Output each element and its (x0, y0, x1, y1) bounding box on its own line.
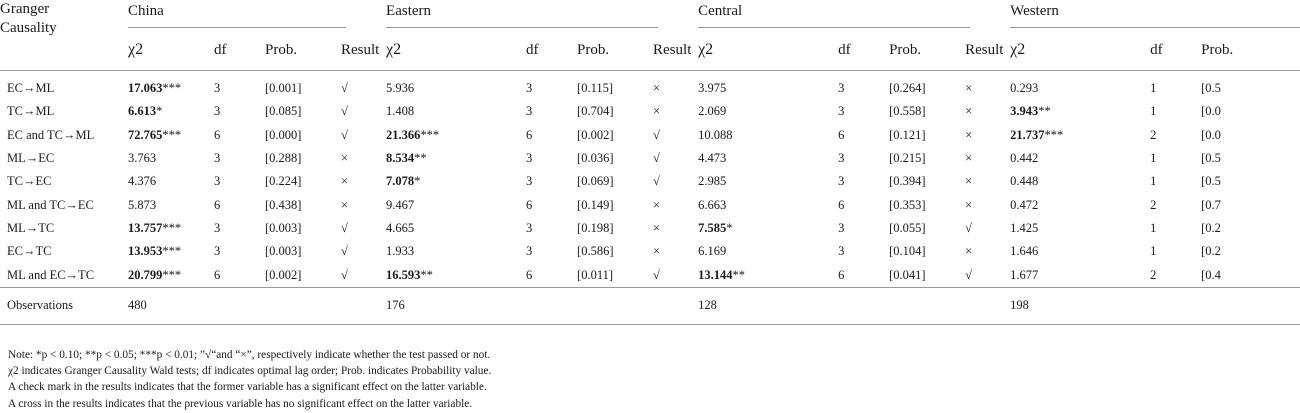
significance-stars: ** (420, 267, 433, 282)
observations-china: 480 (128, 287, 386, 324)
col-header-china-chi2: χ2 (128, 30, 214, 71)
significance-stars: *** (420, 127, 440, 142)
chi2-value: 6.613 (128, 104, 157, 119)
row-label: EC→ML (7, 81, 55, 96)
cell-prob: [0.036] (577, 151, 614, 166)
cell-df: 1 (1150, 244, 1157, 259)
chi2-value: 0.448 (1010, 174, 1039, 189)
row-label: ML→TC (7, 220, 55, 235)
chi2-value: 1.646 (1010, 244, 1039, 259)
cell-df: 3 (526, 151, 533, 166)
cell-df: 1 (1150, 174, 1157, 189)
cell-df: 3 (214, 174, 221, 189)
cell-chi2 (698, 217, 838, 240)
cell-result: × (965, 244, 973, 259)
cell-df: 6 (214, 197, 221, 212)
table-row (0, 71, 1300, 101)
cell-result: √ (341, 81, 348, 96)
cell-prob: [0.224] (265, 174, 302, 189)
chi2-value: 10.088 (698, 127, 733, 142)
cell-result: √ (341, 244, 348, 259)
col-header-china-df: df (214, 30, 265, 71)
cell-df: 6 (526, 197, 533, 212)
col-header-western-prob: Prob. (1201, 30, 1300, 71)
cell-result: √ (653, 174, 660, 189)
chi2-value: 21.366 (386, 127, 421, 142)
significance-stars: *** (162, 244, 182, 259)
cell-result: √ (341, 220, 348, 235)
table-row (0, 217, 1300, 240)
cell-df: 3 (214, 151, 221, 166)
cell-prob: [0.353] (889, 197, 926, 212)
cell-result: √ (341, 127, 348, 142)
cell-prob: [0.149] (577, 197, 614, 212)
chi2-value: 3.763 (128, 151, 157, 166)
note-line: Note: *p < 0.10; **p < 0.05; ***p < 0.01; ”√“and “×”, respectively indicate whether the test passed or not. (8, 349, 491, 361)
cell-chi2 (1010, 71, 1150, 101)
cell-prob: [0.2 (1201, 244, 1221, 259)
cell-df: 3 (214, 81, 221, 96)
note-line: χ2 indicates Granger Causality Wald tests; df indicates optimal lag order; Prob. indicates Probability value. (8, 365, 492, 378)
chi2-value: 13.953 (128, 244, 163, 259)
cell-df: 3 (214, 104, 221, 119)
col-header-eastern-chi2: χ2 (386, 30, 526, 71)
cell-prob: [0.000] (265, 127, 302, 142)
group-china: China (128, 0, 386, 30)
group-eastern: Eastern (386, 0, 698, 30)
cell-df: 3 (526, 220, 533, 235)
chi2-value: 0.293 (1010, 81, 1039, 96)
cell-chi2 (698, 240, 838, 263)
cell-chi2 (386, 170, 526, 193)
cell-df: 3 (526, 174, 533, 189)
cell-chi2 (128, 71, 214, 101)
observations-eastern: 176 (386, 287, 698, 324)
cell-df: 6 (838, 127, 845, 142)
cell-prob: [0.0 (1201, 104, 1221, 119)
cell-prob: [0.002] (577, 127, 614, 142)
cell-prob: [0.558] (889, 104, 926, 119)
chi2-value: 3.943 (1010, 104, 1039, 119)
cell-prob: [0.198] (577, 220, 614, 235)
cell-result: × (965, 81, 973, 96)
cell-chi2 (1010, 217, 1150, 240)
chi2-value: 2.069 (698, 104, 727, 119)
table-row (0, 193, 1300, 216)
chi2-value: 16.593 (386, 267, 421, 282)
col-header-central-prob: Prob. (889, 30, 965, 71)
table-row (0, 263, 1300, 287)
observations-row (0, 287, 1300, 324)
cell-prob: [0.5 (1201, 174, 1221, 189)
cell-chi2 (698, 263, 838, 287)
cell-df: 3 (838, 81, 845, 96)
chi2-value: 4.376 (128, 174, 157, 189)
cell-chi2 (386, 147, 526, 170)
cell-result: × (965, 174, 973, 189)
cell-chi2 (1010, 100, 1150, 123)
stub-header-line-1: Granger (0, 1, 50, 17)
cell-prob: [0.7 (1201, 197, 1221, 212)
significance-stars: * (414, 174, 421, 189)
cell-df: 3 (214, 220, 221, 235)
cell-result: √ (965, 220, 972, 235)
cell-prob: [0.001] (265, 81, 302, 96)
cell-chi2 (386, 193, 526, 216)
cell-chi2 (698, 124, 838, 147)
cell-result: × (653, 244, 661, 259)
cell-result: × (341, 151, 349, 166)
significance-stars: ** (414, 151, 427, 166)
cell-prob: [0.0 (1201, 127, 1221, 142)
cell-df: 3 (526, 81, 533, 96)
cell-chi2 (1010, 240, 1150, 263)
chi2-value: 72.765 (128, 127, 163, 142)
cell-chi2 (386, 240, 526, 263)
cell-chi2 (1010, 263, 1150, 287)
cell-prob: [0.002] (265, 267, 302, 282)
cell-df: 3 (838, 151, 845, 166)
row-label: ML and EC→TC (7, 267, 95, 282)
chi2-value: 7.078 (386, 174, 415, 189)
col-header-western-chi2: χ2 (1010, 30, 1150, 71)
cell-chi2 (698, 100, 838, 123)
cell-prob: [0.394] (889, 174, 926, 189)
cell-chi2 (128, 124, 214, 147)
cell-df: 3 (838, 104, 845, 119)
cell-result: √ (653, 127, 660, 142)
cell-result: √ (341, 267, 348, 282)
col-header-central-df: df (838, 30, 889, 71)
cell-prob: [0.4 (1201, 267, 1221, 282)
observations-western: 198 (1010, 287, 1300, 324)
cell-df: 2 (1150, 197, 1157, 212)
cell-prob: [0.5 (1201, 81, 1221, 96)
cell-prob: [0.586] (577, 244, 614, 259)
cell-df: 1 (1150, 220, 1157, 235)
cell-prob: [0.003] (265, 220, 302, 235)
cell-chi2 (128, 217, 214, 240)
chi2-value: 0.442 (1010, 151, 1039, 166)
cell-prob: [0.104] (889, 244, 926, 259)
col-header-eastern-prob: Prob. (577, 30, 653, 71)
cell-result: × (965, 104, 973, 119)
cell-df: 3 (838, 174, 845, 189)
row-label: EC and TC→ML (7, 127, 95, 142)
chi2-value: 1.408 (386, 104, 415, 119)
chi2-value: 2.985 (698, 174, 727, 189)
cell-chi2 (1010, 193, 1150, 216)
cell-result: × (341, 197, 349, 212)
chi2-value: 6.663 (698, 197, 727, 212)
cell-df: 6 (526, 127, 533, 142)
significance-stars: * (726, 220, 733, 235)
cell-chi2 (128, 240, 214, 263)
chi2-value: 1.425 (1010, 220, 1039, 235)
row-label: EC→TC (7, 244, 52, 259)
cell-df: 6 (214, 127, 221, 142)
cell-result: × (653, 81, 661, 96)
cell-result: √ (653, 267, 660, 282)
cell-df: 6 (838, 267, 845, 282)
cell-prob: [0.5 (1201, 151, 1221, 166)
table-notes (8, 347, 1138, 412)
cell-result: × (965, 127, 973, 142)
col-header-eastern-df: df (526, 30, 577, 71)
stub-header (0, 0, 128, 71)
note-line: A cross in the results indicates that the previous variable has no significant effect on the latter variable. (8, 397, 473, 410)
chi2-value: 8.534 (386, 151, 415, 166)
group-western: Western (1010, 0, 1300, 30)
cell-df: 6 (838, 197, 845, 212)
cell-chi2 (1010, 170, 1150, 193)
cell-chi2 (698, 170, 838, 193)
cell-result: × (341, 174, 349, 189)
cell-chi2 (386, 217, 526, 240)
cell-df: 3 (214, 244, 221, 259)
note-line: A check mark in the results indicates that the former variable has a significant effect on the latter variable. (8, 381, 487, 394)
cell-chi2 (698, 71, 838, 101)
cell-chi2 (128, 170, 214, 193)
col-header-western-df: df (1150, 30, 1201, 71)
cell-chi2 (698, 147, 838, 170)
col-header-central-result: Result (965, 30, 1010, 71)
chi2-value: 0.472 (1010, 197, 1039, 212)
cell-chi2 (128, 193, 214, 216)
chi2-value: 13.757 (128, 220, 163, 235)
chi2-value: 13.144 (698, 267, 733, 282)
cell-prob: [0.704] (577, 104, 614, 119)
cell-df: 3 (526, 104, 533, 119)
cell-chi2 (1010, 124, 1150, 147)
cell-prob: [0.041] (889, 267, 926, 282)
cell-df: 1 (1150, 151, 1157, 166)
observations-central: 128 (698, 287, 1010, 324)
chi2-value: 1.933 (386, 244, 415, 259)
cell-chi2 (698, 193, 838, 216)
cell-result: √ (653, 151, 660, 166)
row-label: ML and TC→EC (7, 197, 94, 212)
chi2-value: 20.799 (128, 267, 163, 282)
cell-chi2 (386, 124, 526, 147)
row-label: ML→EC (7, 151, 55, 166)
cell-df: 1 (1150, 81, 1157, 96)
significance-stars: *** (162, 220, 182, 235)
chi2-value: 7.585 (698, 220, 727, 235)
cell-prob: [0.085] (265, 104, 302, 119)
row-label: TC→ML (7, 104, 55, 119)
cell-prob: [0.121] (889, 127, 926, 142)
cell-prob: [0.2 (1201, 220, 1221, 235)
chi2-value: 21.737 (1010, 127, 1045, 142)
cell-result: √ (965, 267, 972, 282)
col-header-eastern-result: Result (653, 30, 698, 71)
cell-df: 3 (838, 244, 845, 259)
cell-chi2 (1010, 147, 1150, 170)
cell-result: × (965, 197, 973, 212)
chi2-value: 17.063 (128, 81, 163, 96)
col-header-central-chi2: χ2 (698, 30, 838, 71)
cell-df: 1 (1150, 104, 1157, 119)
table-row (0, 124, 1300, 147)
cell-result: × (965, 151, 973, 166)
chi2-value: 9.467 (386, 197, 415, 212)
cell-prob: [0.264] (889, 81, 926, 96)
significance-stars: * (156, 104, 163, 119)
cell-df: 6 (526, 267, 533, 282)
cell-df: 6 (214, 267, 221, 282)
col-header-china-result: Result (341, 30, 386, 71)
significance-stars: *** (162, 267, 182, 282)
cell-chi2 (386, 263, 526, 287)
cell-prob: [0.288] (265, 151, 302, 166)
group-central: Central (698, 0, 1010, 30)
cell-chi2 (386, 71, 526, 101)
table-row (0, 170, 1300, 193)
cell-df: 3 (526, 244, 533, 259)
cell-prob: [0.115] (577, 81, 614, 96)
chi2-value: 4.665 (386, 220, 415, 235)
chi2-value: 3.975 (698, 81, 727, 96)
col-header-china-prob: Prob. (265, 30, 341, 71)
row-label: TC→EC (7, 174, 52, 189)
stub-header-line-2: Causality (0, 20, 57, 36)
cell-prob: [0.011] (577, 267, 614, 282)
cell-prob: [0.003] (265, 244, 302, 259)
table-row (0, 100, 1300, 123)
table-row (0, 240, 1300, 263)
chi2-value: 6.169 (698, 244, 727, 259)
significance-stars: *** (1044, 127, 1064, 142)
cell-df: 2 (1150, 267, 1157, 282)
significance-stars: ** (732, 267, 745, 282)
cell-df: 3 (838, 220, 845, 235)
chi2-value: 5.873 (128, 197, 157, 212)
cell-chi2 (128, 147, 214, 170)
significance-stars: *** (162, 127, 182, 142)
cell-chi2 (386, 100, 526, 123)
cell-result: × (653, 197, 661, 212)
cell-chi2 (128, 100, 214, 123)
cell-prob: [0.438] (265, 197, 302, 212)
cell-prob: [0.055] (889, 220, 926, 235)
cell-prob: [0.215] (889, 151, 926, 166)
cell-result: √ (341, 104, 348, 119)
observations-label: Observations (0, 287, 128, 324)
cell-result: × (653, 104, 661, 119)
cell-chi2 (128, 263, 214, 287)
chi2-value: 5.936 (386, 81, 415, 96)
significance-stars: *** (162, 81, 182, 96)
cell-df: 2 (1150, 127, 1157, 142)
chi2-value: 1.677 (1010, 267, 1039, 282)
table-row (0, 147, 1300, 170)
chi2-value: 4.473 (698, 151, 727, 166)
significance-stars: ** (1038, 104, 1051, 119)
cell-result: × (653, 220, 661, 235)
cell-prob: [0.069] (577, 174, 614, 189)
